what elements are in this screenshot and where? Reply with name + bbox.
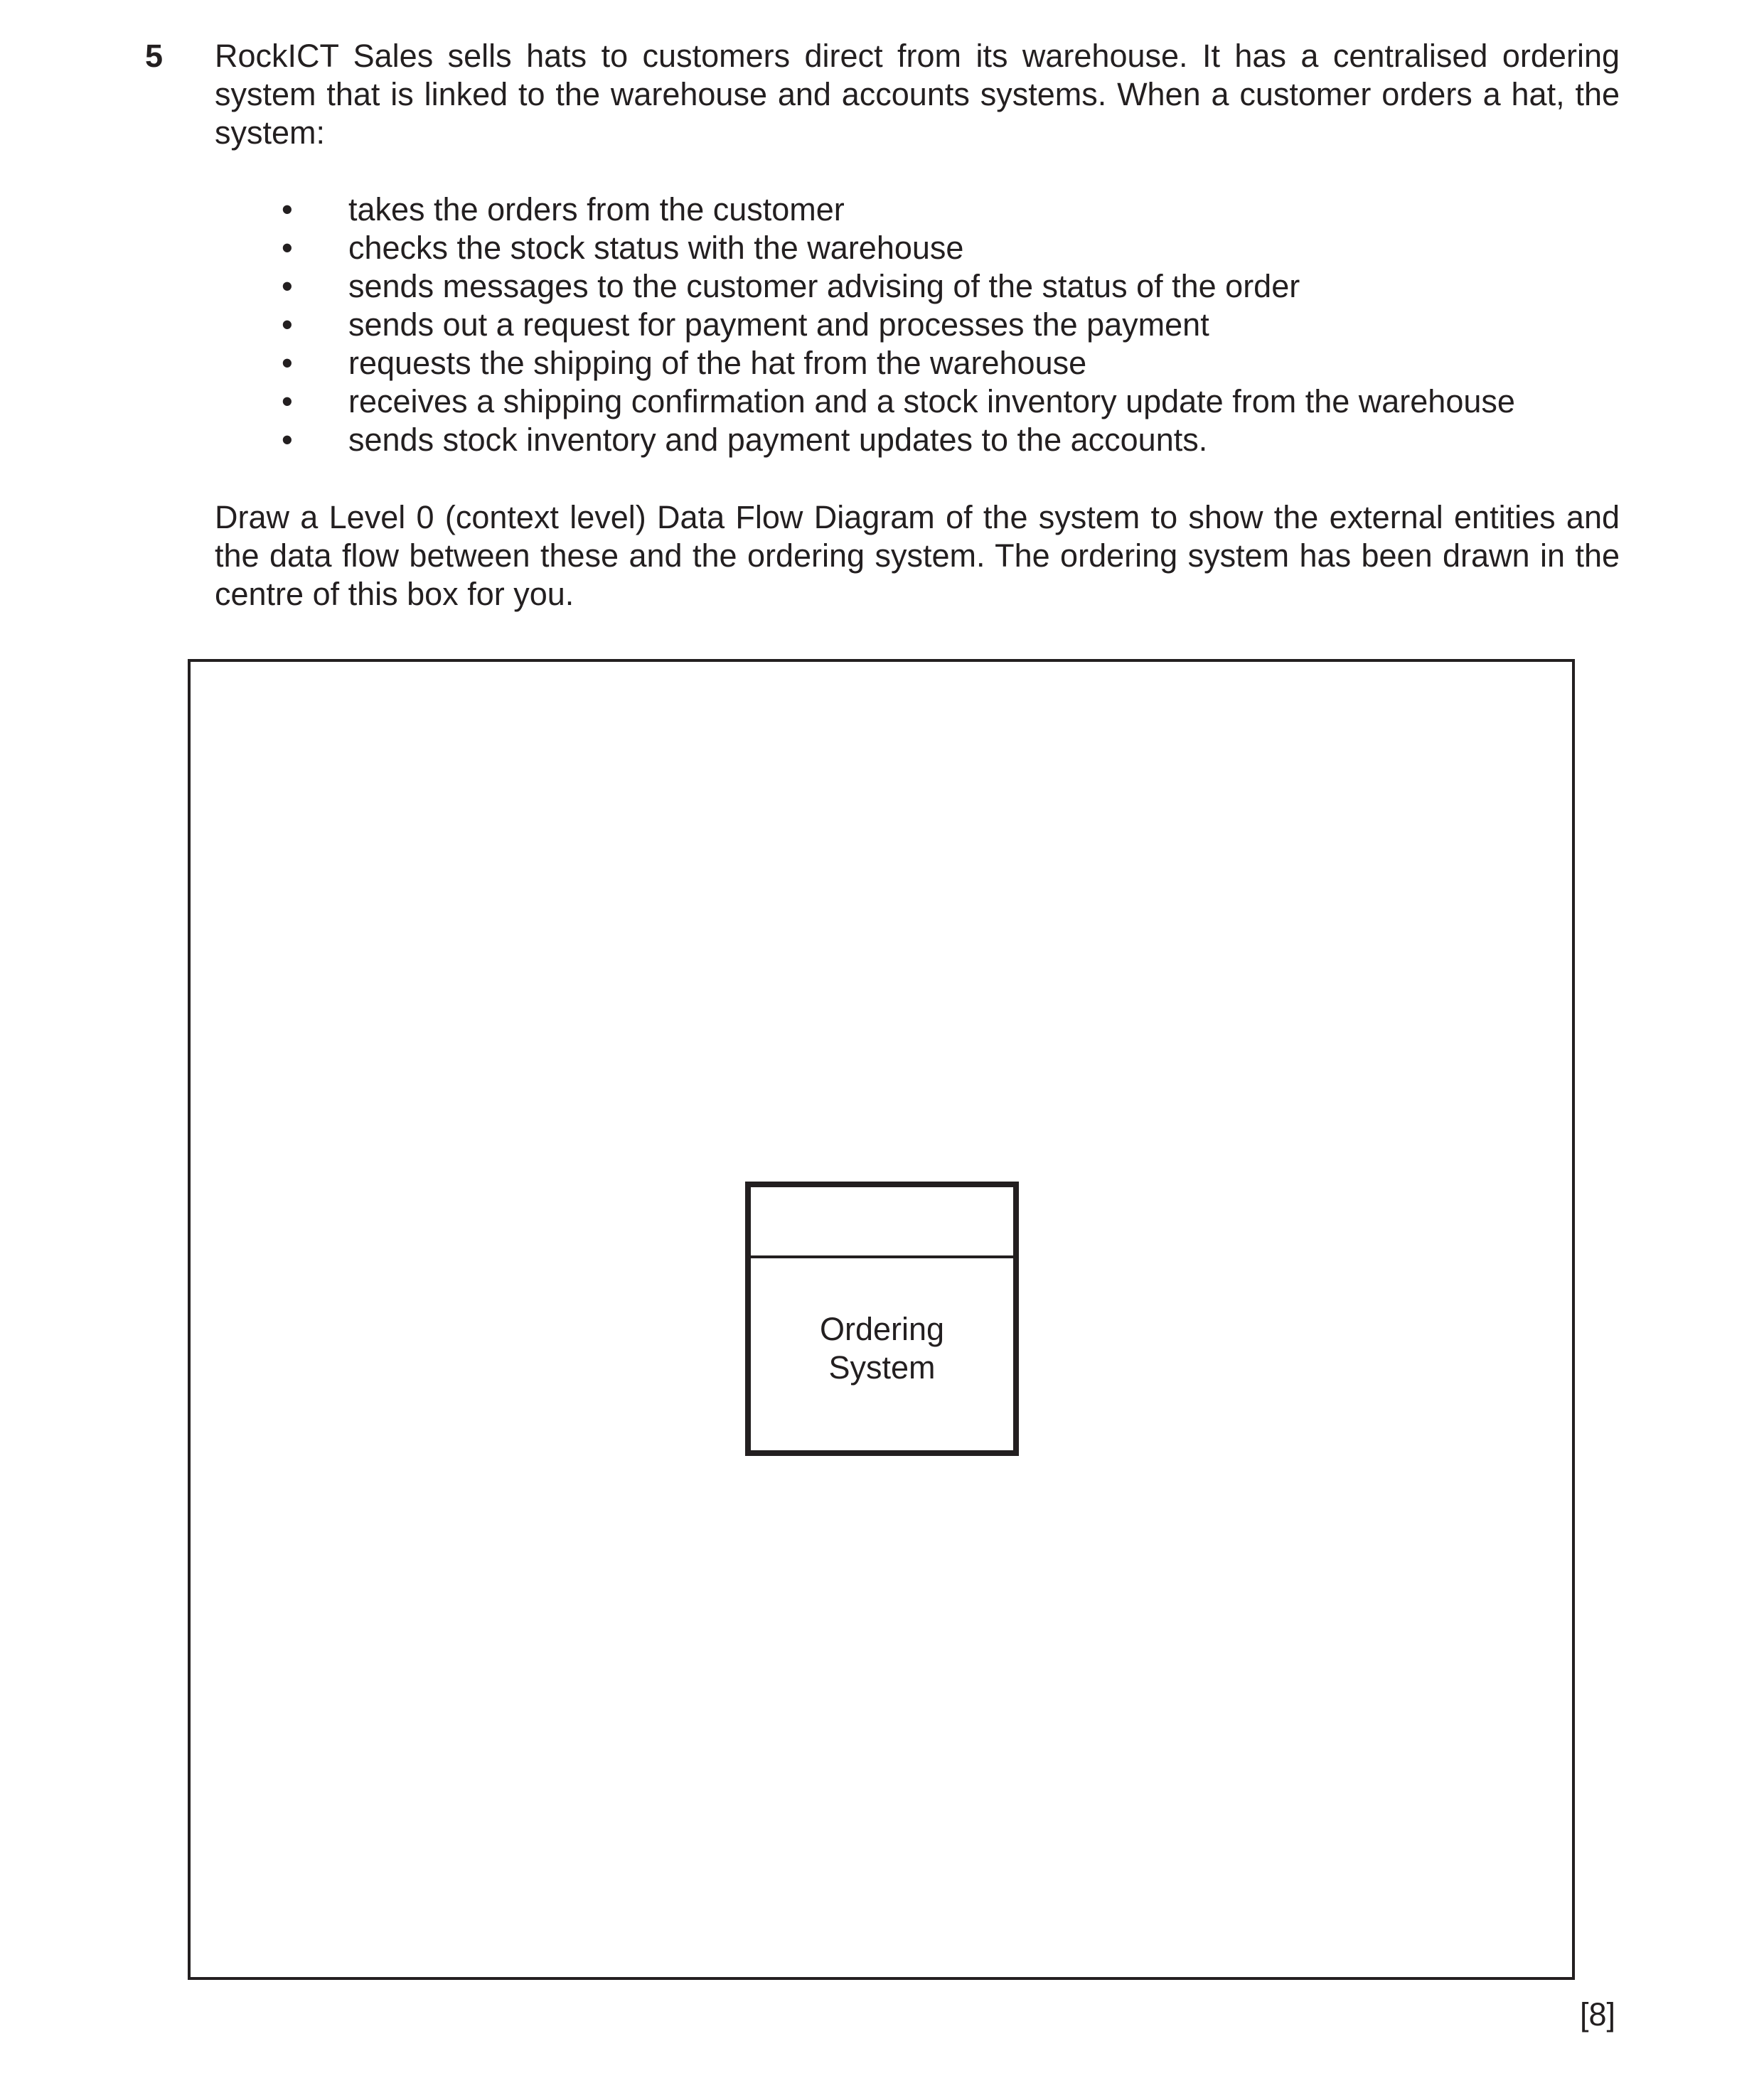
list-item-text: requests the shipping of the hat from the warehouse bbox=[348, 345, 1087, 381]
bullet-icon: • bbox=[282, 268, 293, 304]
question-number: 5 bbox=[145, 38, 164, 74]
list-item-text: takes the orders from the customer bbox=[348, 191, 845, 227]
process-label-line: Ordering bbox=[819, 1311, 945, 1347]
list-item-text: sends out a request for payment and processes the payment bbox=[348, 306, 1209, 343]
list-item-text: checks the stock status with the warehouse bbox=[348, 230, 964, 266]
bullet-icon: • bbox=[282, 422, 293, 458]
instruction-line: the data flow between these and the ordering system. The ordering system has been drawn in the bbox=[215, 537, 1620, 574]
bullet-icon: • bbox=[282, 345, 293, 381]
list-item-text: receives a shipping confirmation and a stock inventory update from the warehouse bbox=[348, 383, 1515, 419]
list-item-text: sends stock inventory and payment updates to the accounts. bbox=[348, 422, 1208, 458]
question-instruction bbox=[215, 498, 1620, 614]
question-intro bbox=[215, 37, 1620, 152]
intro-line: system that is linked to the warehouse and accounts systems. When a customer orders a hat, the bbox=[215, 76, 1620, 112]
instruction-line: centre of this box for you. bbox=[215, 576, 574, 612]
bullet-icon: • bbox=[282, 383, 293, 419]
process-label bbox=[751, 1310, 1013, 1387]
process-label-line: System bbox=[828, 1349, 936, 1386]
ordering-system-process bbox=[745, 1182, 1019, 1456]
bullet-icon: • bbox=[282, 191, 293, 227]
intro-line: RockICT Sales sells hats to customers direct from its warehouse. It has a centralised ordering bbox=[215, 38, 1620, 74]
bullet-icon: • bbox=[282, 230, 293, 266]
intro-line: system: bbox=[215, 114, 326, 151]
instruction-line: Draw a Level 0 (context level) Data Flow Diagram of the system to show the external entities and bbox=[215, 499, 1620, 535]
list-item-text: sends messages to the customer advising of the status of the order bbox=[348, 268, 1300, 304]
bullet-icon: • bbox=[282, 306, 293, 343]
marks-indicator: [8] bbox=[1579, 1996, 1615, 2033]
process-divider bbox=[751, 1255, 1013, 1258]
